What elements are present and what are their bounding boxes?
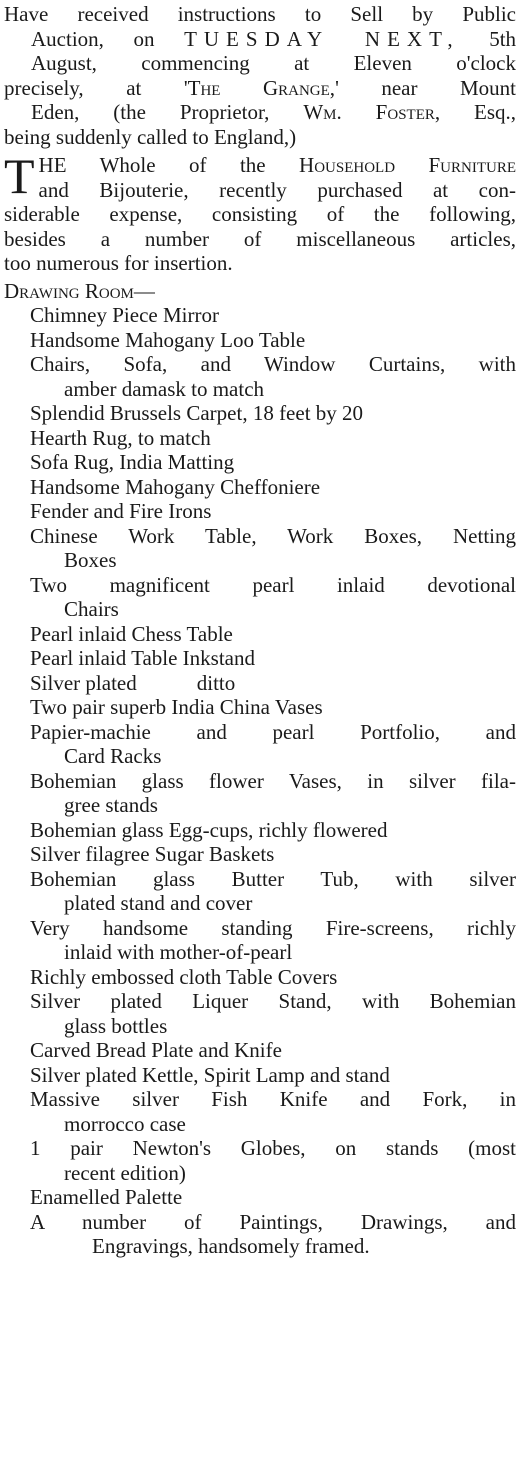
- auction-day: TUESDAY NEXT,: [184, 26, 460, 51]
- list-item: Very handsome standing Fire-screens, richly inlaid with mother-of-pearl: [30, 915, 516, 964]
- list-item: Pearl inlaid Chess Table: [30, 621, 233, 646]
- list-item: Silver filagree Sugar Baskets: [30, 842, 275, 866]
- section-heading: Drawing Room—: [4, 278, 155, 303]
- list-item: Chinese Work Table, Work Boxes, Netting Boxes: [30, 523, 516, 572]
- list-item: Silver plated Kettle, Spirit Lamp and stand: [30, 1062, 390, 1087]
- notice-line-4: besides a number of miscellaneous articles,: [4, 226, 516, 251]
- list-item: Papier-machie and pearl Portfolio, and Card Racks: [30, 719, 516, 768]
- list-item: Two magnificent pearl inlaid devotional Chairs: [30, 572, 516, 621]
- intro-line-1: Have received instructions to Sell by Public: [4, 2, 516, 26]
- notice-line-5: too numerous for insertion.: [4, 251, 233, 275]
- list-item: Bohemian glass Butter Tub, with silver plated stand and cover: [30, 866, 516, 915]
- intro-line-2: Auction, on TUESDAY NEXT, 5th: [31, 26, 517, 51]
- list-item: Chimney Piece Mirror: [30, 303, 219, 327]
- list-item: Fender and Fire Irons: [30, 499, 212, 523]
- list-item: Enamelled Palette: [30, 1185, 183, 1209]
- notice-paragraph: [4, 148, 516, 276]
- intro-line-6: being suddenly called to England,): [4, 124, 297, 149]
- list-item: 1 pair Newton's Globes, on stands (most recent edition): [30, 1136, 516, 1185]
- list-item: Bohemian glass flower Vases, in silver fila- gree stands: [30, 768, 516, 817]
- notice-line-1: HE Whole of the Household Furniture: [38, 153, 516, 177]
- list-item: Splendid Brussels Carpet, 18 feet by 20: [30, 401, 364, 425]
- intro-paragraph: [4, 2, 516, 149]
- intro-line-5: Eden, (the Proprietor, Wm. Foster, Esq.,: [31, 100, 517, 124]
- drop-cap: T: [4, 148, 35, 204]
- venue-name: The Grange,: [187, 75, 336, 100]
- list-item: Hearth Rug, to match: [30, 425, 211, 450]
- list-item: Silver plated Liquer Stand, with Bohemian glass bottles: [30, 989, 516, 1038]
- list-item: Carved Bread Plate and Knife: [30, 1038, 282, 1062]
- list-item: Handsome Mahogany Cheffoniere: [30, 474, 321, 499]
- list-item: Two pair superb India China Vases: [30, 695, 323, 719]
- list-item: Chairs, Sofa, and Window Curtains, with amber damask to match: [30, 352, 516, 401]
- notice-line-2: and Bijouterie, recently purchased at con-: [38, 177, 516, 202]
- list-item: Richly embossed cloth Table Covers: [30, 964, 338, 989]
- list-item: A number of Paintings, Drawings, and Engravings, handsomely framed.: [30, 1209, 516, 1258]
- list-item: Handsome Mahogany Loo Table: [30, 327, 306, 352]
- notice-line-3: siderable expense, consisting of the following,: [4, 202, 516, 226]
- list-item: Bohemian glass Egg-cups, richly flowered: [30, 817, 388, 842]
- list-item: Pearl inlaid Table Inkstand: [30, 646, 256, 670]
- list-item: Massive silver Fish Knife and Fork, in morrocco case: [30, 1087, 516, 1136]
- list-item: Silver plated ditto: [30, 670, 236, 695]
- item-list: [4, 303, 516, 1259]
- proprietor-name: Wm. Foster: [303, 100, 435, 124]
- list-item: Sofa Rug, India Matting: [30, 450, 235, 474]
- intro-line-4: precisely, at 'The Grange,' near Mount: [4, 75, 517, 100]
- intro-line-3: August, commencing at Eleven o'clock: [31, 51, 516, 75]
